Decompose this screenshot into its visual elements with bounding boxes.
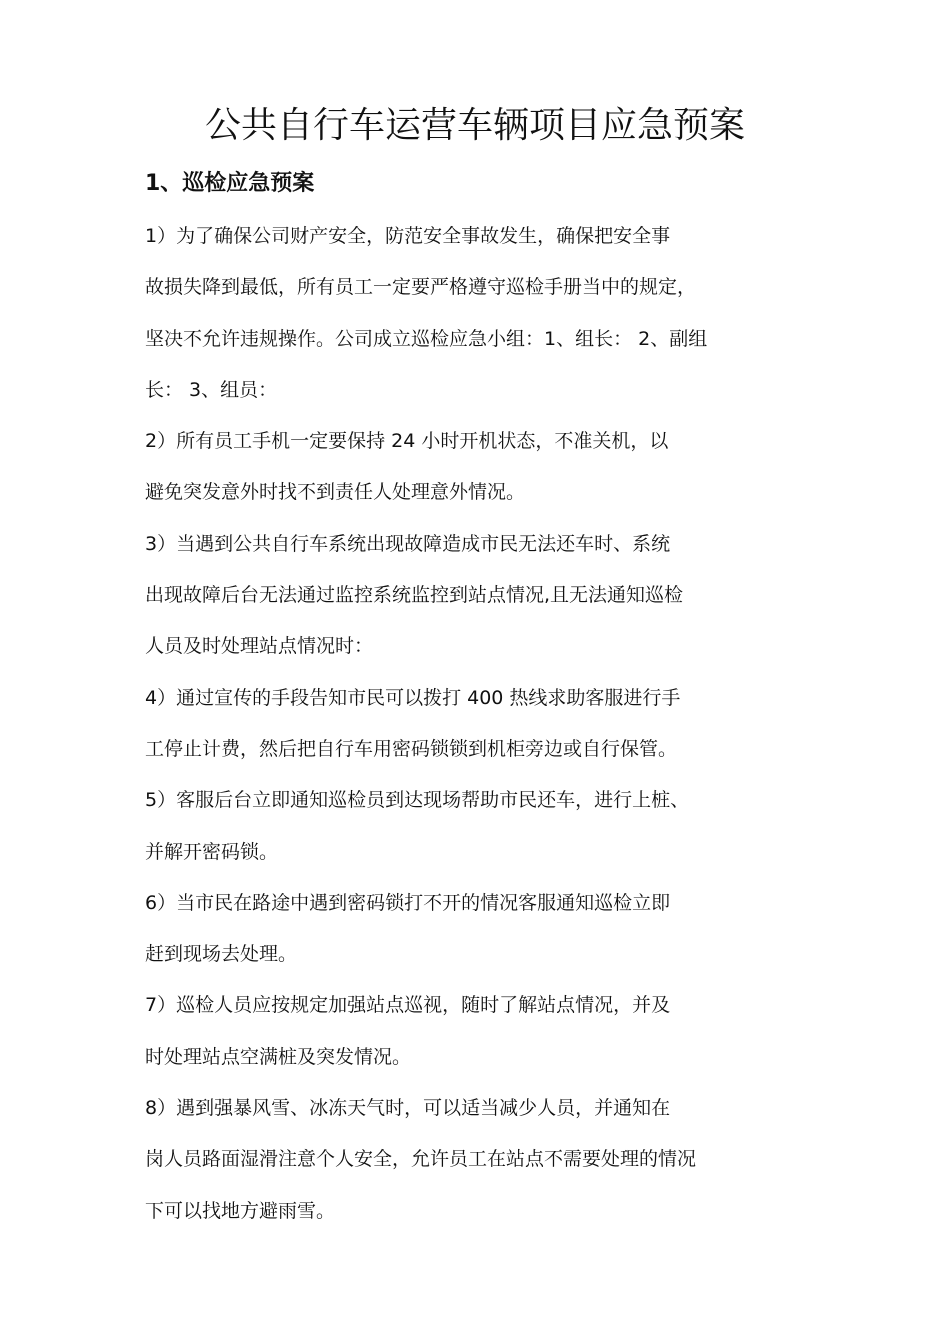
text-line: 工停止计费，然后把自行车用密码锁锁到机柜旁边或自行保管。 — [145, 737, 678, 760]
text-line: 长： 3、组员： — [145, 378, 278, 401]
text-line: 时处理站点空满桩及突发情况。 — [145, 1045, 412, 1068]
text-line: 4）通过宣传的手段告知市民可以拨打 400 热线求助客服进行手 — [145, 686, 681, 709]
text-line: 1）为了确保公司财产安全，防范安全事故发生，确保把安全事 — [145, 225, 671, 247]
text-line: 2）所有员工手机一定要保持 24 小时开机状态，不准关机，以 — [145, 430, 669, 453]
text-line: 8）遇到强暴风雪、冰冻天气时，可以适当减少人员，并通知在 — [145, 1097, 671, 1120]
text-line: 下可以找地方避雨雪。 — [145, 1199, 336, 1222]
text-line: 故损失降到最低，所有员工一定要严格遵守巡检手册当中的规定， — [145, 276, 697, 299]
text-line: 岗人员路面湿滑注意个人安全，允许员工在站点不需要处理的情况 — [145, 1148, 697, 1171]
text-line: 7）巡检人员应按规定加强站点巡视，随时了解站点情况，并及 — [145, 994, 671, 1017]
text-line: 避免突发意外时找不到责任人处理意外情况。 — [145, 481, 526, 504]
text-line: 出现故障后台无法通过监控系统监控到站点情况,且无法通知巡检 — [145, 584, 684, 607]
text-line: 3）当遇到公共自行车系统出现故障造成市民无法还车时、系统 — [145, 532, 671, 555]
body-text — [145, 216, 805, 1242]
document-title: 公共自行车运营车辆项目应急预案 — [204, 105, 745, 146]
text-line: 坚决不允许违规操作。公司成立巡检应急小组：1、组长： 2、副组 — [145, 327, 708, 350]
text-line: 赶到现场去处理。 — [145, 943, 298, 966]
text-line: 人员及时处理站点情况时： — [145, 635, 374, 658]
text-line: 并解开密码锁。 — [145, 840, 279, 863]
text-line: 5）客服后台立即通知巡检员到达现场帮助市民还车，进行上桩、 — [145, 789, 690, 812]
text-line: 6）当市民在路途中遇到密码锁打不开的情况客服通知巡检立即 — [145, 891, 671, 914]
section-heading: 1、巡检应急预案 — [145, 171, 315, 196]
